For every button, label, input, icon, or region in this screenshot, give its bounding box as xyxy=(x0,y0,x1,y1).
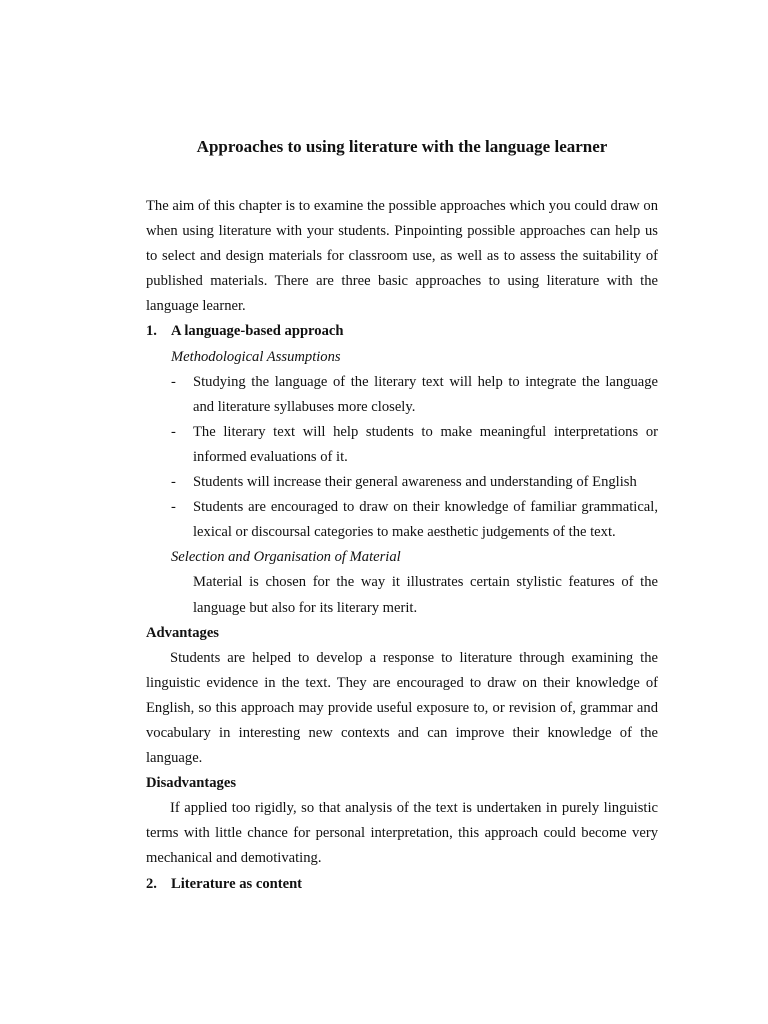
intro-paragraph: The aim of this chapter is to examine the possible approaches which you could draw on when using literature with your students. Pinpointing possible approaches can help us to select and design materials for classroom use, as well as to assess the suitability of published materials. There are three basic approaches to using literature with the language learner. xyxy=(146,198,658,315)
disadvantages-paragraph: If applied too rigidly, so that analysis of the text is undertaken in purely linguistic terms with little chance for personal interpretation, this approach could become very mechanical and demotivating. xyxy=(146,800,658,867)
assumption-text: Students are encouraged to draw on their knowledge of familiar grammatical, lexical or discoursal categories to make aesthetic judgements of the text. xyxy=(193,499,658,541)
section-2-number: 2. xyxy=(146,875,157,892)
bullet-dash: - xyxy=(171,499,176,516)
list-item xyxy=(171,470,658,495)
list-item xyxy=(171,495,658,545)
selection-heading: Selection and Organisation of Material xyxy=(171,549,401,566)
bullet-dash: - xyxy=(171,474,176,491)
section-2-heading xyxy=(146,872,658,897)
section-1-title: A language-based approach xyxy=(171,323,344,340)
assumption-text: Students will increase their general awareness and understanding of English xyxy=(193,474,637,491)
list-item xyxy=(171,420,658,470)
assumption-text: Studying the language of the literary text will help to integrate the language and literature syllabuses more closely. xyxy=(193,373,658,415)
selection-paragraph: Material is chosen for the way it illustrates certain stylistic features of the language but also for its literary merit. xyxy=(193,574,658,616)
bullet-dash: - xyxy=(171,373,176,390)
methodological-assumptions-heading: Methodological Assumptions xyxy=(171,348,341,365)
section-2-title: Literature as content xyxy=(171,875,303,892)
list-item xyxy=(171,370,658,420)
section-1-heading xyxy=(146,319,658,344)
assumptions-list xyxy=(146,370,658,546)
advantages-heading: Advantages xyxy=(146,624,219,641)
section-1-number: 1. xyxy=(146,323,157,340)
advantages-paragraph: Students are helped to develop a response to literature through examining the linguistic evidence in the text. They are encouraged to draw on their knowledge of English, so this approach may provide useful exposure to, or revision of, grammar and vocabulary in interesting new contexts and can improve their knowledge of the language. xyxy=(146,649,658,767)
assumption-text: The literary text will help students to make meaningful interpretations or informed evaluations of it. xyxy=(193,423,658,465)
bullet-dash: - xyxy=(171,423,176,440)
page-title: Approaches to using literature with the language learner xyxy=(196,137,608,156)
disadvantages-heading: Disadvantages xyxy=(146,775,237,792)
document-body xyxy=(146,194,658,897)
